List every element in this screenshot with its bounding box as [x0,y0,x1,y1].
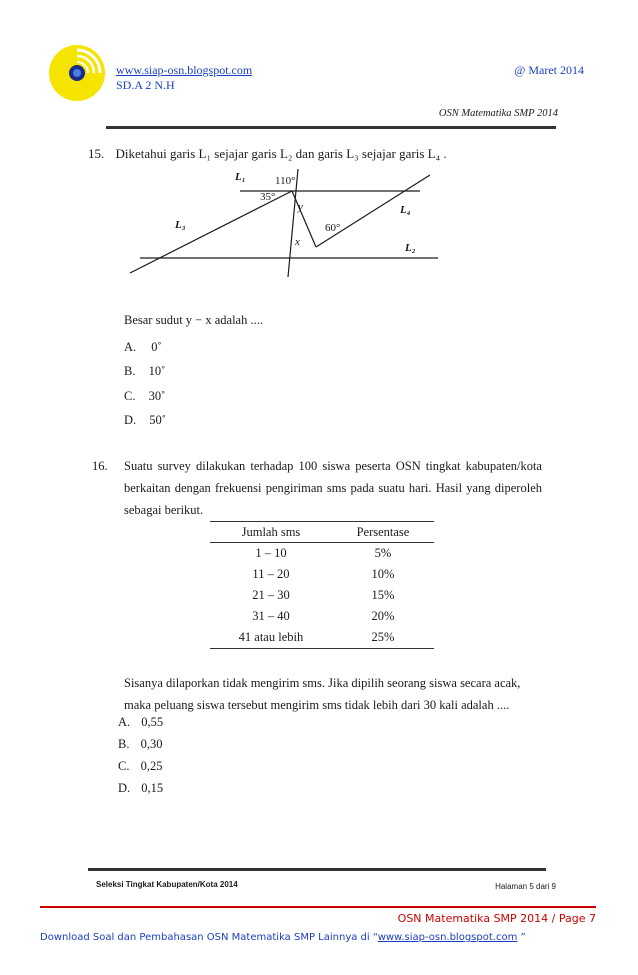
option-letter: C. [118,759,130,773]
table-cell: 11 – 20 [252,567,290,581]
option-letter: C. [124,389,136,403]
option-text: 0,30 [140,737,163,751]
table-row [210,627,434,649]
download-suffix: ” [517,932,526,943]
angle-60: 60° [325,222,341,234]
download-note [40,932,526,943]
footer-divider [88,868,546,871]
table-cell: 5% [374,546,392,560]
table-cell: 10% [371,567,395,581]
option-text: 0,25 [140,759,163,773]
option-text: 30˚ [148,389,166,403]
table-cell: 1 – 10 [255,546,287,560]
parallel-lines-figure [120,165,450,280]
table-cell: 21 – 30 [252,588,290,602]
table-cell: 20% [371,609,395,623]
option-b[interactable] [124,364,165,379]
table-row [210,585,434,606]
option-letter: A. [124,340,137,354]
table-cell: 25% [332,627,434,649]
option-a[interactable] [118,715,163,730]
sms-frequency-table [210,521,434,649]
footer-page-count: Halaman 5 dari 9 [495,882,556,891]
date-label: @ Maret 2014 [514,63,584,77]
table-row [210,543,434,565]
option-d[interactable] [118,781,163,796]
page-footer-divider [40,906,596,908]
angle-35: 35° [260,191,276,203]
question-16-stem [92,455,542,521]
option-b[interactable] [118,737,162,752]
option-c[interactable] [124,389,165,404]
option-a[interactable] [124,340,162,355]
question-16-prompt: Sisanya dilaporkan tidak mengirim sms. Jika dipilih seorang siswa secara acak, maka peluang siswa tersebut mengirim sms tidak lebih dari 30 kali adalah .... [124,676,521,712]
option-text: 50˚ [149,413,166,427]
label-l4: L₄ [400,204,411,216]
table-cell: 41 atau lebih [210,627,332,649]
question-number: 16. [92,459,108,473]
option-d[interactable] [124,413,166,428]
question-15-prompt: Besar sudut y − x adalah .... [124,313,263,327]
option-text: 10˚ [148,364,166,378]
option-text: 0,55 [141,715,164,729]
label-l1: L₁ [235,171,246,183]
column-header: Persentase [332,522,434,543]
option-letter: D. [124,413,137,427]
option-letter: B. [124,364,136,378]
option-letter: D. [118,781,131,795]
column-header: Jumlah sms [210,522,332,543]
table-cell: 31 – 40 [252,609,290,623]
option-text: 0˚ [151,340,162,354]
question-15-stem [88,146,447,162]
question-text: Diketahui garis L₁ sejajar garis L₂ dan garis L₃ sejajar garis L₄ . [115,146,447,161]
table-row [210,564,434,585]
option-letter: B. [118,737,130,751]
download-link[interactable]: www.siap-osn.blogspot.com [377,932,518,943]
label-l3: L₃ [175,219,186,231]
option-letter: A. [118,715,131,729]
option-text: 0,15 [141,781,164,795]
author-label: SD.A 2 N.H [116,78,175,92]
question-number: 15. [88,146,105,161]
label-l2: L₂ [405,242,416,254]
angle-110: 110° [275,175,296,187]
angle-y: y [298,201,303,213]
document-title: OSN Matematika SMP 2014 [438,108,558,119]
site-link[interactable]: www.siap-osn.blogspot.com [116,63,253,77]
angle-x: x [295,236,300,248]
question-text: Suatu survey dilakukan terhadap 100 siswa peserta OSN tingkat kabupaten/kota berkaitan dengan frekuensi pengiriman sms pada suatu hari. Hasil yang diperoleh sebagai berikut. [124,459,542,517]
table-row [210,606,434,627]
header-divider [106,126,556,129]
footer-exam-label: Seleksi Tingkat Kabupaten/Kota 2014 [96,880,238,889]
table-cell: 15% [371,588,395,602]
site-logo-icon [48,44,106,102]
option-c[interactable] [118,759,162,774]
download-prefix: Download Soal dan Pembahasan OSN Matematika SMP Lainnya di “ [40,932,378,943]
page-label: OSN Matematika SMP 2014 / Page 7 [397,912,596,925]
